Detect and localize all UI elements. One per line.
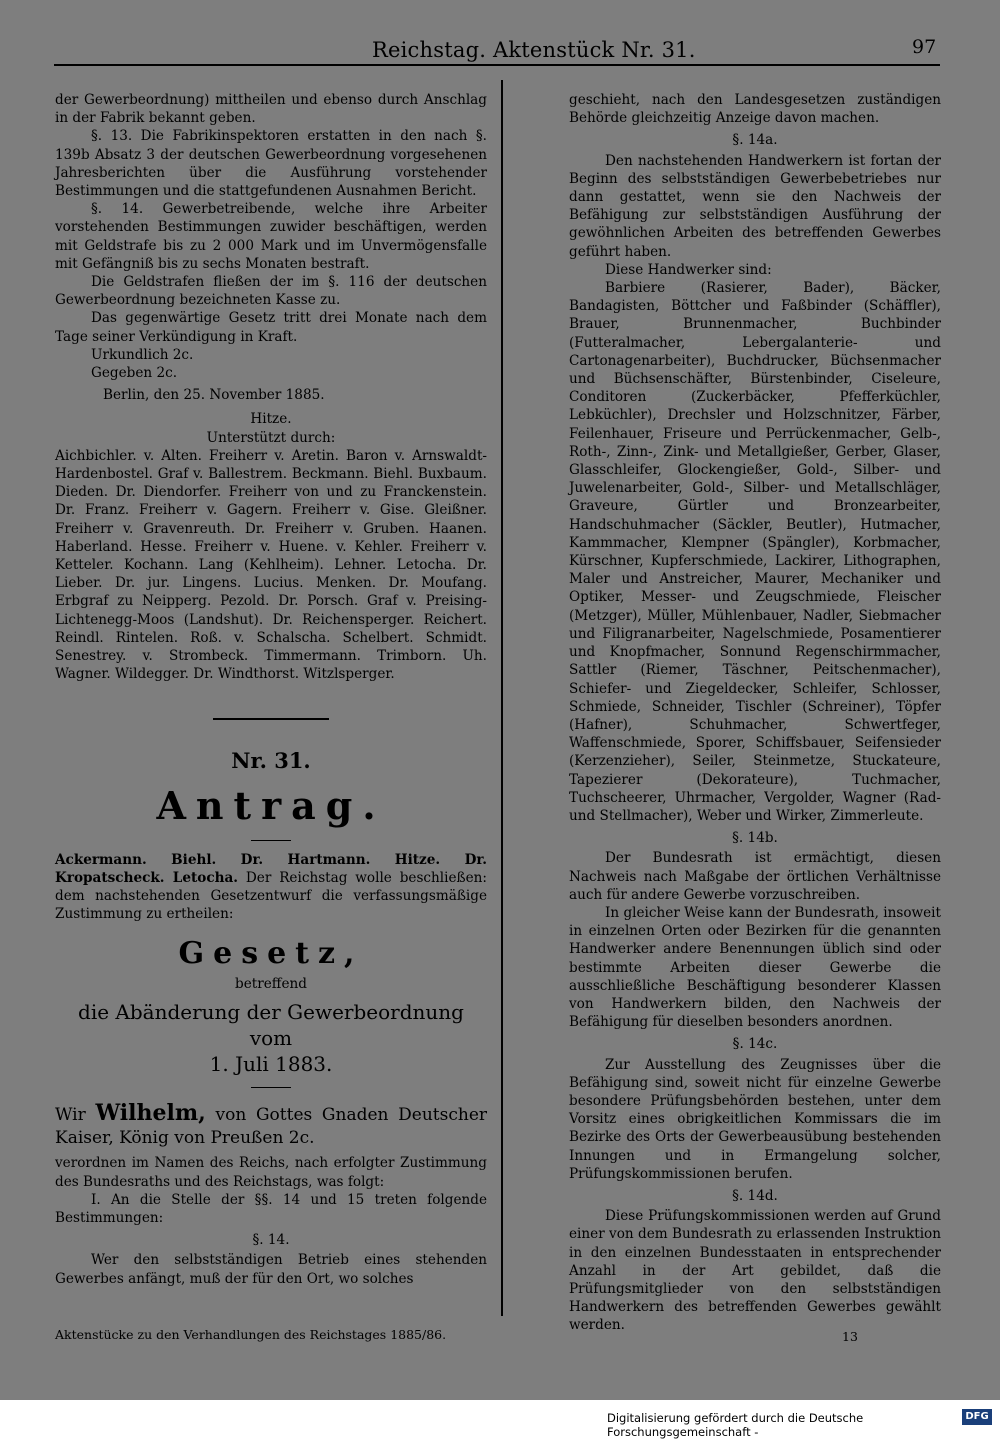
right-column [569,91,941,1335]
motion-text: Der Reichstag wolle beschließen: dem nachstehenden Gesetzentwurf die verfassungsmäßige Zustimmung zu ertheilen: [55,869,487,923]
paragraph: Der Bundesrath ist ermächtigt, diesen Nachweis nach Maßgabe der örtlichen Verhältnisse auch für andere Gewerbe vorzuschreiben. [569,850,941,903]
paragraph: Das gegenwärtige Gesetz tritt drei Monate nach dem Tage seiner Verkündigung in Kraft. [55,310,487,345]
header-rule [54,64,940,66]
paragraph-s14: §. 14. Gewerbetreibende, welche ihre Arbeiter vorstehenden Bestimmungen zuwider beschäftigen, werden mit Geldstrafe bis zu 2 000 Mark und im Unvermögensfalle mit Gefängniß bis zu sechs Monaten bestraft. [55,201,487,272]
motion-paragraph [55,851,487,924]
paragraph: Diese Prüfungskommissionen werden auf Grund einer von dem Bundesrath zu erlassenden Instruktion in den einzelnen Bundesstaaten in entsprechender Anzahl in der Art gebildet, daß die Prüfungsmitglieder von den selbstständigen Handwerkern des betreffenden Gewerbes gewählt werden. [569,1208,941,1334]
column-divider [501,80,503,1316]
signature-mark: 13 [842,1329,858,1344]
article-one: I. An die Stelle der §§. 14 und 15 treten folgende Bestimmungen: [55,1191,487,1226]
paragraph: der Gewerbeordnung) mittheilen und ebenso durch Anschlag in der Fabrik bekannt geben. [55,92,487,127]
short-rule [251,1087,291,1088]
section-14b-heading: §. 14b. [732,830,778,847]
digitization-credit: Digitalisierung gefördert durch die Deutsche Forschungsgemeinschaft - [607,1411,864,1439]
section-14-heading: §. 14. [252,1232,290,1249]
date-line: Berlin, den 25. November 1885. [103,387,325,404]
law-title-line-1: die Abänderung der Gewerbeordnung vom [78,1000,464,1051]
page-number: 97 [912,36,937,58]
paragraph-s13: §. 13. Die Fabrikinspektoren erstatten in den nach §. 139b Absatz 3 der deutschen Gewerbeordnung vorgesehenen Jahresberichten über die Ausführung vorstehender Bestimmungen und die stattgefundenen Ausnahmen Bericht. [55,128,487,200]
formula-gegeben: Gegeben 2c. [91,365,178,382]
paragraph: Den nachstehenden Handwerkern ist fortan der Beginn des selbstständigen Gewerbebetriebes nur dann gestattet, wenn sie den Nachweis der Befähigung zur selbstständigen Ausführung der gewöhnlichen Arbeiten des betreffenden Gewerbes geführt haben. [569,152,941,260]
antrag-heading: Antrag. [156,782,386,828]
paragraph: In gleicher Weise kann der Bundesrath, insoweit in einzelnen Orten oder Bezirken für die genannten Handwerker andere Benennungen üblich sind oder bestimmte Arbeiten dieser Gewerbe die ausschließliche Beschäftigung besonderer Klassen von Handwerkern bilden, den Nachweis der Befähigung für dieselben besonders anordnen. [569,904,941,1031]
supported-by-label: Unterstützt durch: [206,429,336,446]
emperor-name: Wilhelm, [95,1100,206,1127]
gesetz-heading: Gesetz, [178,936,364,972]
formula-urkundlich: Urkundlich 2c. [91,346,194,363]
section-14d-heading: §. 14d. [732,1187,778,1204]
section-14a-heading: §. 14a. [732,132,778,149]
wir-word: Wir [55,1105,86,1126]
section-14c-heading: §. 14c. [732,1036,778,1053]
signatory-list: Aichbichler. v. Alten. Freiherr v. Aretin. Baron v. Arnswaldt-Hardenbostel. Graf v. Ballestrem. Beckmann. Biehl. Buxbaum. Dieden. Dr. Diendorfer. Freiherr von und zu Franckenstein. Dr. Franz. Freiherr v. Gagern. Freiherr v. Gise. Gleißner. Freiherr v. Gravenreuth. Dr. Freiherr v. Gruben. Haanen. Haberland. Hesse. Freiherr v. Huene. v. Kehler. Freiherr v. Ketteler. Kochann. Lang (Kehlheim). Lehner. Letocha. Dr. Lieber. Dr. jur. Lingens. Lucius. Menken. Dr. Moufang. Erbgraf zu Neipperg. Pezold. Dr. Porsch. Graf v. Preising-Lichtenegg-Moos (Landshut). Dr. Reichensperger. Reichert. Reindl. Rintelen. Roß. v. Schalscha. Schelbert. Schmidt. Senestrey. v. Strombeck. Timmermann. Trimborn. Uh. Wagner. Wildegger. Dr. Windthorst. Witzlsperger. [55,447,487,683]
paragraph: Diese Handwerker sind: [605,261,772,278]
paragraph: Zur Ausstellung des Zeugnisses über die Befähigung sind, soweit nicht für einzelne Gewerbe besondere Prüfungsbehörden bestehen, unter dem Vorsitz eines obrigkeitlichen Kommissars die im Bezirke des Orts der Gewerbeausübung bestehenden Innungen und in Ermangelung solcher, Prüfungskommissionen berufen. [569,1056,941,1182]
enacting-clause [55,1102,487,1150]
paragraph: Die Geldstrafen fließen der im §. 116 der deutschen Gewerbeordnung bezeichneten Kasse zu. [55,274,487,309]
left-column [55,91,487,1288]
dfg-logo: DFG [962,1409,992,1425]
emperor-titles: von Gottes Gnaden Deutscher Kaiser, König von Preußen 2c. [55,1105,488,1149]
running-header: Reichstag. Aktenstück Nr. 31. [372,38,696,62]
section-14-text: Wer den selbstständigen Betrieb eines stehenden Gewerbes anfängt, muß der für den Ort, wo solches [55,1252,487,1287]
footer-reference: Aktenstücke zu den Verhandlungen des Reichstages 1885/86. [55,1327,447,1342]
law-title-line-2: 1. Juli 1883. [209,1052,333,1077]
short-rule [251,840,291,841]
paragraph: geschieht, nach den Landesgesetzen zuständigen Behörde gleichzeitig Anzeige davon machen. [569,92,941,127]
section-separator [213,718,329,720]
document-number: Nr. 31. [231,747,311,773]
signer-name: Hitze. [250,411,292,428]
betreffend-label: betreffend [235,976,307,993]
trades-list: Barbiere (Rasierer, Bader), Bäcker, Bandagisten, Böttcher und Faßbinder (Schäffler), Brauer, Brunnenmacher, Buchbinder (Futteralmacher, Lebergalanterie- und Cartonagenarbeiter), Buchdrucker, Büchsenmacher und Büchsenschäfter, Bürstenbinder, Ciseleure, Conditoren (Zuckerbäcker, Pfefferküchler, Lebküchler), Drechsler und Holzschnitzer, Färber, Feilenhauer, Friseure und Perrückenmacher, Gelb-, Roth-, Zinn-, Zink- und Metallgießer, Gerber, Glaser, Glasschleifer, Glockengießer, Gold-, Silber- und Juwelenarbeiter, Gold-, Silber- und Metallschläger, Graveure, Gürtler und Bronzearbeiter, Handschuhmacher (Säckler, Beutler), Hutmacher, Kammmacher, Klempner (Spängler), Korbmacher, Kürschner, Kupferschmiede, Lackirer, Lithographen, Maler und Anstreicher, Maurer, Mechaniker und Optiker, Messer- und Zeugschmiede, Fleischer (Metzger), Müller, Mühlenbauer, Nadler, Siebmacher und Filigranarbeiter, Nagelschmiede, Posamentierer und Knopfmacher, Sonnund Regenschirmmacher, Sattler (Riemer, Täschner, Peitschenmacher), Schiefer- und Ziegeldecker, Schleifer, Schlosser, Schmiede, Schneider, Tischler (Schreiner), Töpfer (Hafner), Schuhmacher, Schwertfeger, Waffenschmiede, Sporer, Schiffsbauer, Seifensieder (Kerzenzieher), Seiler, Steinmetze, Stuckateure, Tapezierer (Dekorateure), Tuchmacher, Tuchscheerer, Uhrmacher, Vergolder, Wagner (Rad- und Stellmacher), Weber und Wirker, Zimmerleute. [569,280,941,824]
movers: Ackermann. Biehl. Dr. Hartmann. Hitze. Dr. Kropatscheck. Letocha. [55,851,487,886]
verordnen-paragraph: verordnen im Namen des Reichs, nach erfolgter Zustimmung des Bundesraths und des Reichstags, was folgt: [55,1155,487,1190]
